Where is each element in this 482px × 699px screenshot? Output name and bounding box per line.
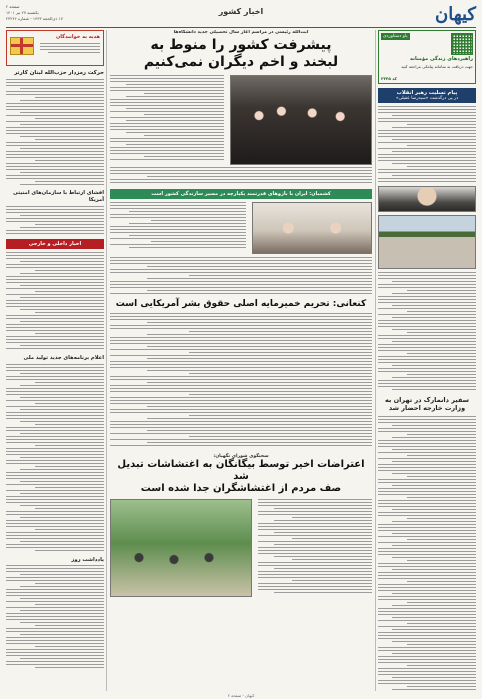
meeting-photo xyxy=(252,202,372,254)
date-line-2: ۱۷ ذی‌الحجه ۱۴۴۳ - شماره ۲۳۲۴۶ xyxy=(6,16,63,21)
lead-photo xyxy=(230,75,372,165)
gift-box xyxy=(6,30,104,66)
promo-tag: یاو دستاوردی xyxy=(383,34,408,39)
story3-title: اعلام برنامه‌های جدید تولید ملی xyxy=(23,355,104,361)
condolence-box xyxy=(378,88,476,103)
meeting-text xyxy=(110,202,246,252)
council-photo xyxy=(110,499,252,597)
story-headline: سفیر دانمارک در تهران به وزارت خارجه احضار شد xyxy=(384,396,470,412)
bottom-row xyxy=(110,499,372,599)
lead-photo-row xyxy=(110,75,372,165)
mid-headline: کنعانی: تحریم خمیرمایه اصلی حقوق بشر آمریکایی است xyxy=(115,299,367,309)
bottom-headline-line-2: صف مردم از اغتشاشگران جدا شده است xyxy=(140,483,342,494)
rally-story-text xyxy=(378,272,476,392)
right-column xyxy=(378,30,476,691)
story4-text xyxy=(6,565,104,675)
story1-title: حرکت رمز‌دار حزب‌الله لبنان کارتر xyxy=(14,70,104,76)
section-title: اخبار کشور xyxy=(218,7,264,16)
banner-strip: کشمیان: ایران با بازوهای قدرتمند یکپارچه در مسیر سازندگی کشور است xyxy=(110,189,372,199)
news-section-header: اخبار داخلی و خارجی xyxy=(6,239,104,249)
condolence-title: پیام تسلیت رهبر انقلاب xyxy=(396,90,458,96)
promo-body: جهت دریافت به سامانه پیامکی مراجعه کنید xyxy=(401,64,473,69)
column-divider xyxy=(106,30,107,691)
gift-title: هدیه به خوانندگان xyxy=(56,34,100,40)
mid-text xyxy=(110,257,372,297)
lead-kicker: آیت‌الله رئیسی در مراسم آغاز سال تحصیلی جدید دانشگاه‌ها xyxy=(173,30,309,35)
promo-title: راهبردهای زندگی مؤمنانه xyxy=(410,56,473,62)
condolence-text xyxy=(378,106,476,184)
promo-code: کد ۲۳۴۵ xyxy=(381,76,397,81)
lead-headline-line-2: لبخند و اخم دیگران نمی‌کنیم xyxy=(143,54,339,70)
ambassador-story-text xyxy=(378,416,476,691)
center-column xyxy=(110,30,372,691)
masthead xyxy=(6,4,476,26)
qr-code-icon xyxy=(451,33,473,55)
news-section-text xyxy=(6,252,104,352)
gift-icon xyxy=(10,35,34,55)
gift-text xyxy=(40,43,100,57)
promo-box xyxy=(378,30,476,84)
story2-text xyxy=(6,206,104,236)
date-box xyxy=(6,4,63,22)
footer-note: کیهان - صفحه ۲ xyxy=(227,693,255,698)
rally-photo xyxy=(378,215,476,269)
portrait-photo xyxy=(378,186,476,212)
logo-text: کیهان xyxy=(434,4,476,25)
left-column xyxy=(6,30,104,691)
meeting-row xyxy=(110,202,372,254)
story4-title: یادداشت روز xyxy=(71,557,104,563)
council-text xyxy=(258,499,372,595)
lead-text-continued xyxy=(110,167,372,187)
bottom-kicker: سخنگوی شورای نگهبان: xyxy=(213,454,269,459)
masthead-rule xyxy=(6,27,476,28)
lead-text xyxy=(110,75,224,163)
story2-title: افشای ارتباط با سازمان‌های امنیتی آمریکا xyxy=(13,190,104,203)
page-label: صفحه ۲ xyxy=(6,4,20,9)
column-divider xyxy=(375,30,376,691)
story1-text xyxy=(6,79,104,187)
date-line-1: یکشنبه ۲۷ تیر ۱۴۰۱ xyxy=(6,10,39,15)
story3-text xyxy=(6,364,104,554)
sanctions-story-text xyxy=(110,313,372,451)
condolence-subtitle: در پی درگذشت «سیدرضا عقیلی» xyxy=(395,96,459,101)
bottom-headline-line-1: اعتراضات اخیر توسط بیگانگان به اغتشاشات تبدیل شد xyxy=(117,459,365,482)
lead-headline-line-1: پیشرفت کشور را منوط به xyxy=(150,37,332,53)
